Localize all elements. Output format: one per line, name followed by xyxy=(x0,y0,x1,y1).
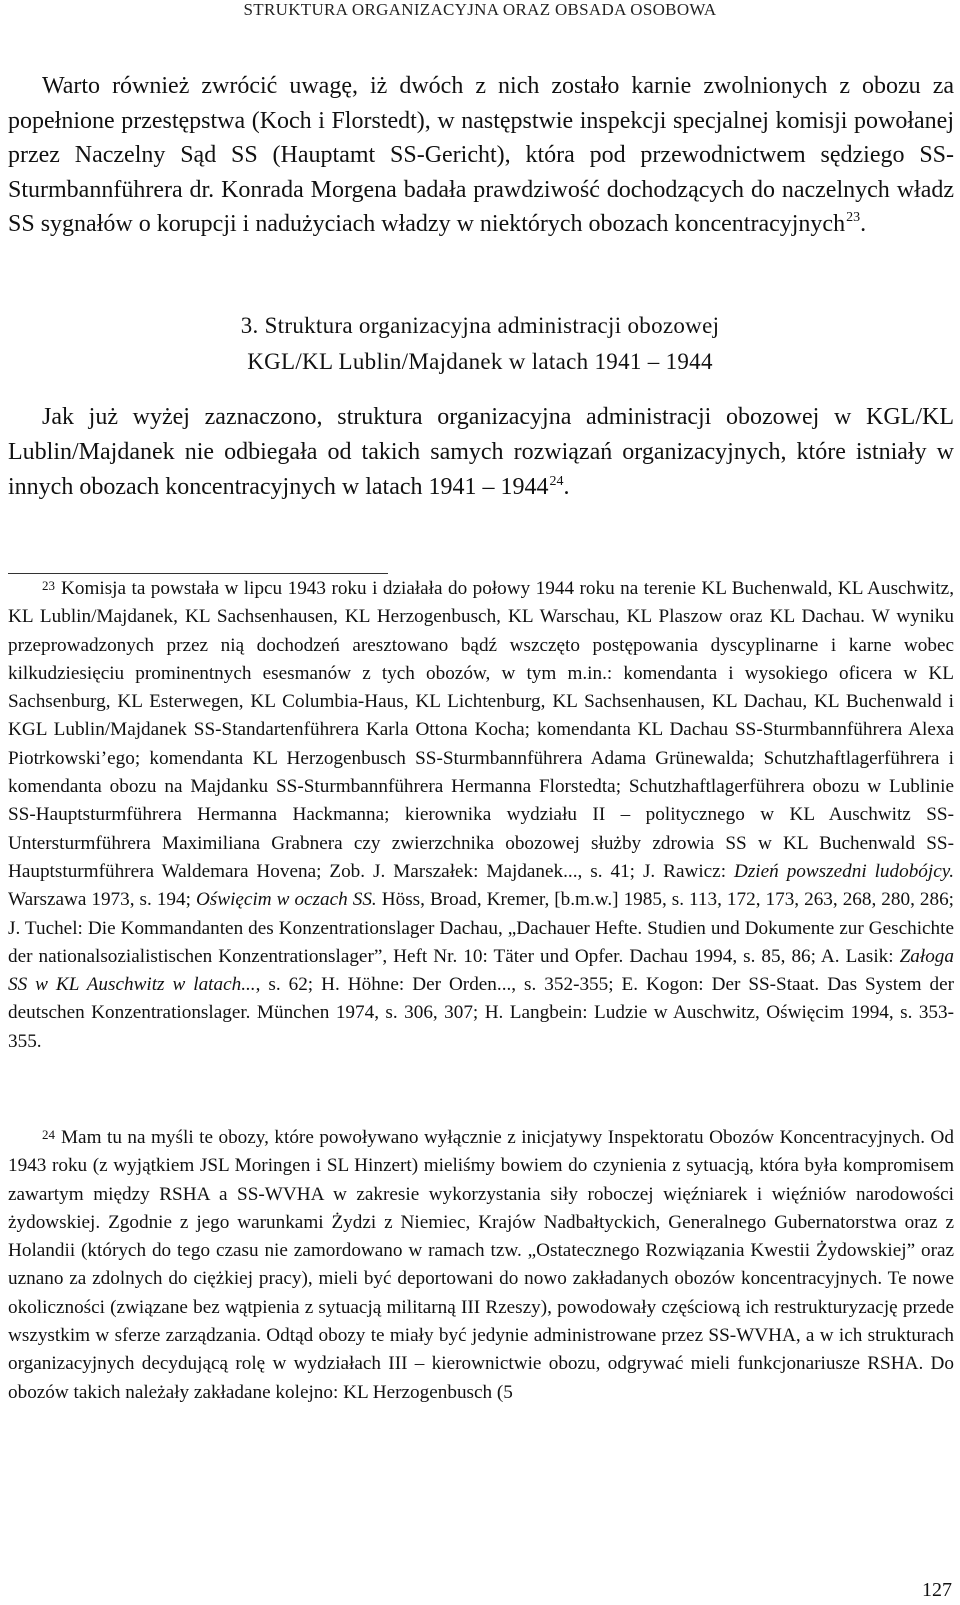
paragraph-2-end: . xyxy=(563,474,570,500)
paragraph-1 xyxy=(8,69,954,242)
footnote-ref-23[interactable]: 23 xyxy=(846,210,861,225)
paragraph-2-text: Jak już wyżej zaznaczono, struktura organizacyjna administracji obozowej w KGL/KL Lublin/Majdanek nie odbiegała od takich samych rozwiązań organizacyjnych, które istniały w innych obozach koncentracyjnych w latach 1941 – 1944 xyxy=(8,404,954,500)
footnote-separator xyxy=(8,573,388,574)
footnote-number: 24 xyxy=(42,1127,55,1142)
section-heading-line-1: 3. Struktura organizacyjna administracji obozowej xyxy=(240,313,720,338)
page-number: 127 xyxy=(922,1579,952,1601)
footnote-italic-title: Oświęcim w oczach SS. xyxy=(195,889,377,911)
footnote-text: Warszawa 1973, s. 194; xyxy=(8,889,196,911)
footnote-text: Komisja ta powstała w lipcu 1943 roku i działała do połowy 1944 roku na terenie KL Buchenwald, KL Auschwitz, KL Lublin/Majdanek, KL Sachsenhausen, KL Herzogenbusch, KL Warschau, KL Plaszow oraz KL Dachau. W wyniku przeprowadzonych przez nią dochodzeń aresztowano bądź wszczęto postępowania dyscyplinarne i karne wobec kilkudziesięciu prominentnych esesmanów z tych obozów, w tym m.in.: komendanta i wysokiego oficera w KL Sachsenburg, KL Esterwegen, KL Columbia-Haus, KL Lichtenburg, KL Sachsenhausen, KL Dachau, KL Buchenwald i KGL Lublin/Majdanek SS-Standartenführera Karla Ottona Kocha; komendanta KL Dachau SS-Sturmbannführera Alexa Piotrkowski’ego; komendanta KL Herzogenbusch SS-Sturmbannführera Adama Grünewalda; Schutzhaftlagerführera i komendanta obozu na Majdanku SS-Sturmbannführera Hermanna Florstedta; Schutzhaftlagerführera obozu w Lublinie SS-Hauptsturmführera Hermanna Hackmanna; kierownika wydziału II – politycznego w KL Auschwitz SS-Untersturmführera Maximiliana Grabnera czy zwierzchnika obozowej służby zdrowia SS w KL Buchenwald SS-Hauptsturmführera Waldemara Hovena; Zob. J. Marszałek: Majdanek..., s. 41; J. Rawicz: xyxy=(8,578,954,882)
footnote-24 xyxy=(8,1124,954,1407)
section-heading-line-2: KGL/KL Lublin/Majdanek w latach 1941 – 1944 xyxy=(247,349,713,374)
footnote-ref-24[interactable]: 24 xyxy=(549,474,564,489)
paragraph-2 xyxy=(8,400,954,505)
footnote-number: 23 xyxy=(42,578,55,593)
paragraph-1-text: Warto również zwrócić uwagę, iż dwóch z nich zostało karnie zwolnionych z obozu za popełnione przestępstwa (Koch i Florstedt), w następstwie inspekcji specjalnej komisji powołanej przez Naczelny Sąd SS (Hauptamt SS-Gericht), która pod przewodnictwem sędziego SS-Sturmbannführera dr. Konrada Morgena badała prawdziwość dochodzących do naczelnych władz SS sygnałów o korupcji i nadużyciach władzy w niektórych obozach koncentracyjnych xyxy=(8,73,954,237)
footnote-23 xyxy=(8,575,954,1056)
section-heading xyxy=(0,308,960,380)
footnote-italic-title: Załoga SS w KL Auschwitz w latach... xyxy=(8,945,954,996)
footnote-italic-title: Dzień powszedni ludobójcy. xyxy=(733,860,955,882)
footnote-text: , s. 62; H. Höhne: Der Orden..., s. 352-355; E. Kogon: Der SS-Staat. Das System der deutschen Konzentrationslager. München 1974, s. 306, 307; H. Langbein: Ludzie w Auschwitz, Oświęcim 1994, s. 353-355. xyxy=(8,974,954,1052)
paragraph-1-end: . xyxy=(860,211,867,237)
running-header: STRUKTURA ORGANIZACYJNA ORAZ OBSADA OSOBOWA xyxy=(243,0,717,19)
footnote-text: Mam tu na myśli te obozy, które powoływano wyłącznie z inicjatywy Inspektoratu Obozów Koncentracyjnych. Od 1943 roku (z wyjątkiem JSL Moringen i SL Hinzert) mieliśmy bowiem do czynienia z sytuacją, która była kompromisem zawartym między RSHA a SS-WVHA w zakresie wykorzystania siły roboczej więźniarek i więźniów narodowości żydowskiej. Zgodnie z jego warunkami Żydzi z Niemiec, Krajów Nadbałtyckich, Generalnego Gubernatorstwa oraz z Holandii (których do tego czasu nie zamordowano w ramach tzw. „Ostatecznego Rozwiązania Kwestii Żydowskiej” oraz uznano za zdolnych do ciężkiej pracy), mieli być deportowani do nowo zakładanych obozów koncentracyjnych. Te nowe okoliczności (związane bez wątpienia z sytuacją militarną III Rzeszy), powodowały częściową ich restrukturyzację przede wszystkim w sferze zarządzania. Odtąd obozy te miały być jedynie administrowane przez SS-WVHA, a w ich strukturach organizacyjnych decydującą rolę w wydziałach III – kierownictwie obozu, odgrywać mieli funkcjonariusze RSHA. Do obozów takich należały zakładane kolejno: KL Herzogenbusch (5 xyxy=(8,1127,954,1403)
footnote-text: Höss, Broad, Kremer, [b.m.w.] 1985, s. 113, 172, 173, 263, 268, 280, 286; J. Tuchel: Die Kommandanten des Konzentrationslager Dachau, „Dachauer Hefte. Studien und Dokumente zur Geschichte der nationalsozialistischen Konzentrationslager”, Heft Nr. 10: Täter und Opfer. Dachau 1994, s. 85, 86; A. Lasik: xyxy=(8,889,954,967)
